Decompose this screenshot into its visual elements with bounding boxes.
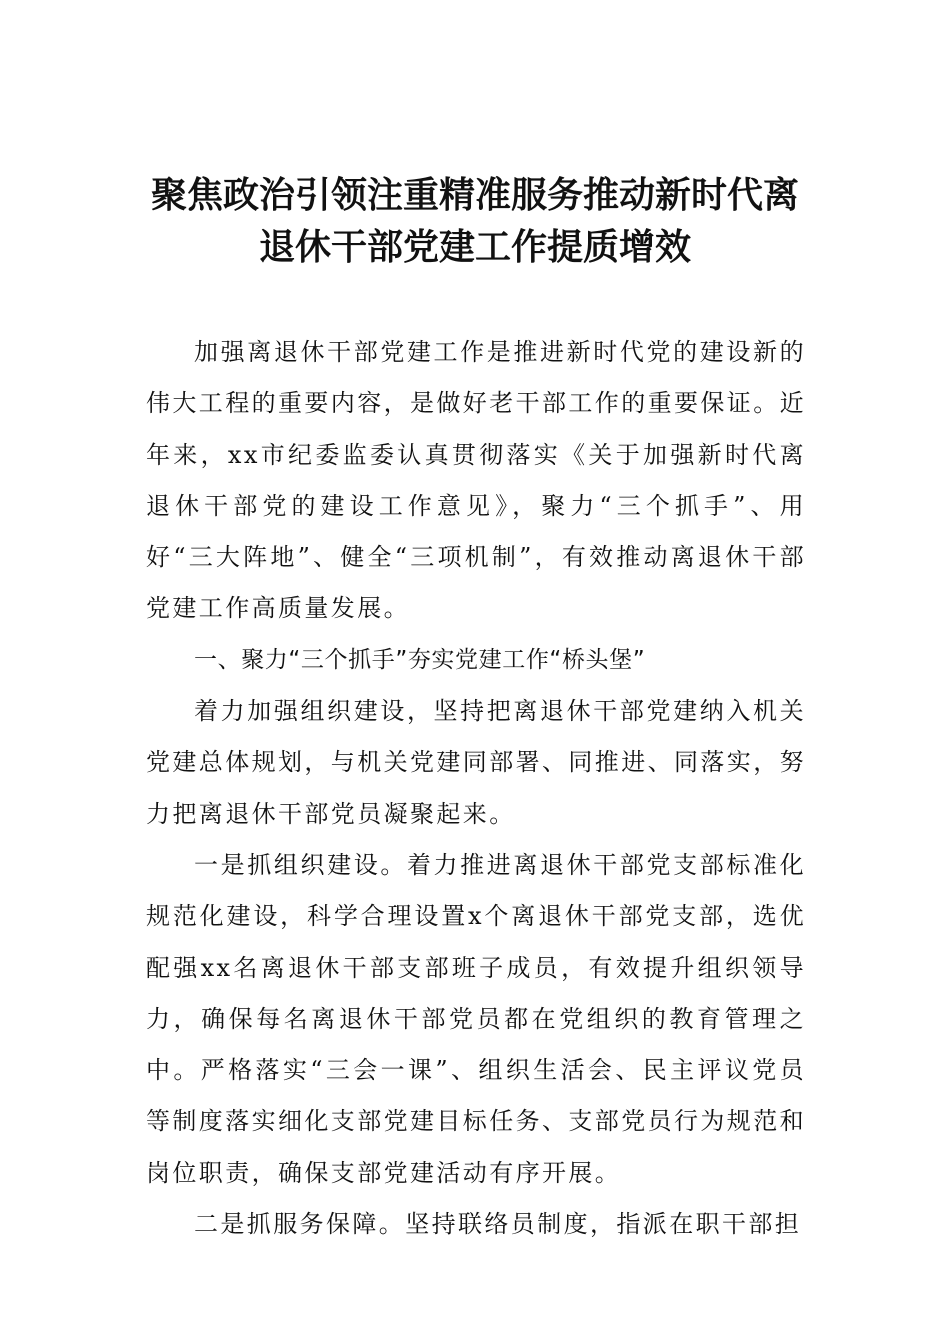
organization-building-paragraph: 一是抓组织建设。着力推进离退休干部党支部标准化规范化建设，科学合理设置x个离退休干部党支部，选优配强xx名离退休干部支部班子成员，有效提升组织领导力，确保每名离退休干部党员都在党组织的教育管理之中。严格落实“三会一课”、组织生活会、民主评议党员等制度落实细化支部党建目标任务、支部党员行为规范和岗位职责，确保支部党建活动有序开展。 bbox=[146, 850, 806, 1187]
intro-paragraph: 加强离退休干部党建工作是推进新时代党的建设新的伟大工程的重要内容，是做好老干部工作的重要保证。近年来，xx市纪委监委认真贯彻落实《关于加强新时代离退休干部党的建设工作意见》，聚力“三个抓手”、用好“三大阵地”、健全“三项机制”，有效推动离退休干部党建工作高质量发展。 bbox=[146, 338, 806, 623]
title-line-2: 退休干部党建工作提质增效 bbox=[258, 227, 691, 268]
section-heading-1: 一、聚力“三个抓手”夯实党建工作“桥头堡” bbox=[194, 646, 646, 673]
title-line-1: 聚焦政治引领注重精准服务推动新时代离 bbox=[150, 175, 799, 216]
service-guarantee-paragraph: 二是抓服务保障。坚持联络员制度，指派在职干部担 bbox=[194, 1210, 802, 1239]
document-title bbox=[140, 170, 810, 274]
document-body bbox=[146, 327, 806, 1250]
section-1-paragraph: 着力加强组织建设，坚持把离退休干部党建纳入机关党建总体规划，与机关党建同部署、同推进、同落实，努力把离退休干部党员凝聚起来。 bbox=[146, 697, 806, 828]
